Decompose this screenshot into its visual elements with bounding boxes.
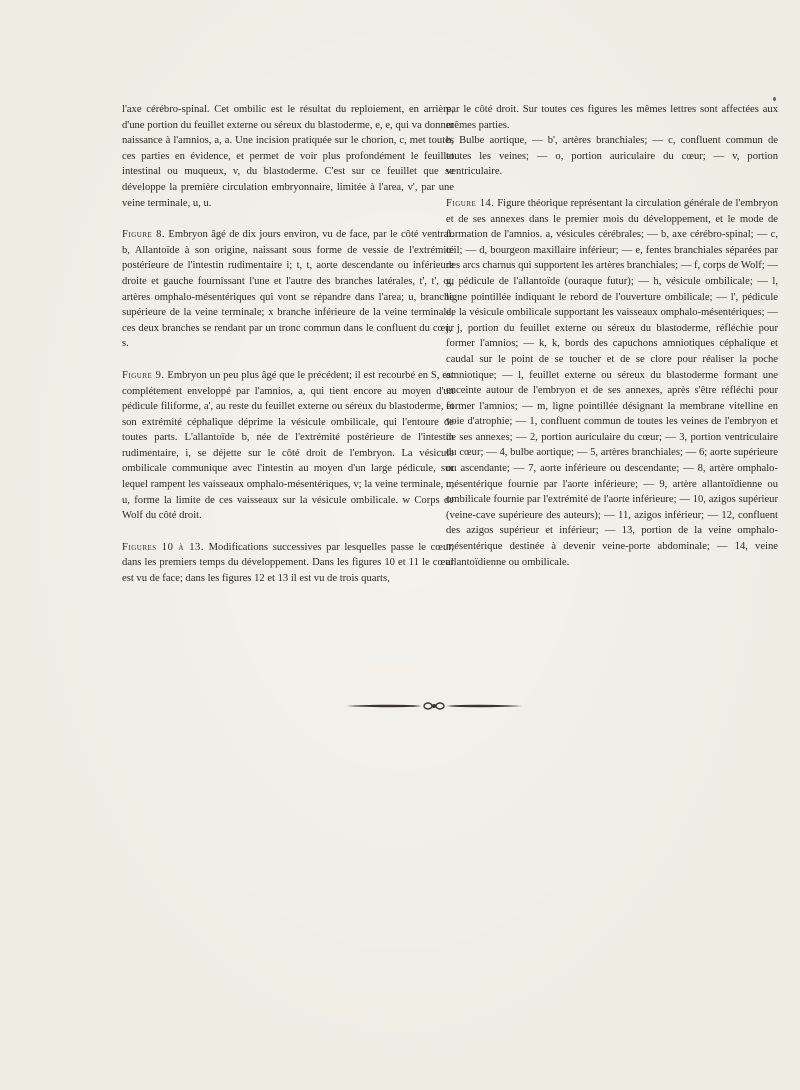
figure-9-paragraph	[122, 368, 454, 524]
paper-speck	[773, 97, 776, 101]
figures-10-13-paragraph	[122, 540, 454, 587]
figure-9-text: Embryon un peu plus âgé que le précédent; il est recourbé en S, est complétement enveloppé par l'amnios, a, qui tient encore au moyen d'un pédicule filiforme, a', au reste du feuillet externe ou séreux du blastoderme, et son extrémité céphalique déprime la vésicule ombilicale, qui l'entoure de toutes parts. L'allantoïde b, née de l'extrémité postérieure de l'intestin rudimentaire, i, se déjette sur le côté droit de l'embryon. La vésicule ombilicale communique avec l'intestin au moyen d'un large pédicule, sur lequel rampent les vaisseaux omphalo-mésentériques, v; la veine terminale, u, u, forme la limite de ces vaisseaux sur la vésicule ombilicale. w Corps de Wolf du côté droit.	[122, 369, 454, 522]
ornamental-divider	[344, 701, 524, 711]
figures-10-13-text: Modifications successives par lesquelles passe le cœur, dans les premiers temps du développement. Dans les figures 10 et 11 le cœur est vu de face; dans les figures 12 et 13 il est vu de trois quarts,	[122, 541, 455, 585]
figure-14-heading: Figure 14.	[446, 197, 495, 209]
figure-9-heading: Figure 9.	[122, 369, 165, 381]
left-column	[122, 102, 454, 587]
figure-14-text: Figure théorique représentant la circulation générale de l'embryon et de ses annexes dans le premier mois du développement, et le mode de formation de l'amnios. a, vésicules cérébrales; — b, axe cérébro-spinal; — c, œil; — d, bourgeon maxillaire inférieur; — e, fentes branchiales séparées par des arcs charnus qui supportent les artères branchiales; — f, corps de Wolf; — g, pédicule de l'allantoïde (ouraque futur); — h, vésicule ombilicale; — l, ligne pointillée indiquant le rebord de l'ouverture ombilicale; — l', pédicule de la vésicule ombilicale supportant les vaisseaux omphalo-mésentériques; — j, j, portion du feuillet externe ou séreux du blastoderme, réfléchie pour former l'amnios; — k, k, bords des capuchons amniotiques céphalique et caudal sur le point de se toucher et de se clore pour réaliser la poche amniotique; — l, feuillet externe ou séreux du blastoderme formant une enceinte autour de l'embryon et de ses annexes, après s'être réfléchi pour former l'amnios; — m, ligne pointillée désignant la membrane vitelline en voie d'atrophie; — 1, confluent commun de toutes les veines de l'embryon et de ses annexes; — 2, portion auriculaire du cœur; — 3, portion ventriculaire du cœur; — 4, bulbe aortique; — 5, artères branchiales; — 6; aorte supérieure ou ascendante; — 7, aorte inférieure ou descendante; — 8, artère omphalo-mésentérique fournie par l'aorte inférieure; — 9, artère allantoïdienne ou ombilicale fournie par l'extrémité de l'aorte inférieure; — 10, azigos supérieur (veine-cave supérieure des auteurs); — 11, azigos inférieur; — 12, confluent des azigos supérieur et inférieur; — 13, portion de la veine omphalo-mésentérique destinée à devenir veine-porte abdominale; — 14, veine allantoïdienne ou ombilicale.	[446, 197, 778, 568]
figure-8-text: Embryon âgé de dix jours environ, vu de face, par le côté ventral. b, Allantoïde à son origine, naissant sous forme de vessie de l'extrémité postérieure de l'intestin rudimentaire i; t, t, aorte descendante ou inférieure droite et gauche fournissant l'une et l'autre des branches latérales, t', t', ou artères omphalo-mésentériques qui vont se répandre dans l'area; u, branche supérieure de la veine terminale; x branche inférieure de la veine terminale; ces deux branches se rendant par un tronc commun dans le confluent du cœur s.	[122, 229, 454, 350]
figures-10-13-heading: Figures 10 à 13.	[122, 541, 204, 553]
figure-8-paragraph	[122, 227, 454, 352]
figure-8-heading: Figure 8.	[122, 229, 166, 241]
left-continuation-paragraph: l'axe cérébro-spinal. Cet ombilic est le résultat du reploiement, en arrière, d'une portion du feuillet externe ou séreux du blastoderme, e, e, qui va donner naissance à l'amnios, a, a. Une incision pratiquée sur le chorion, c, met toutes ces parties en évidence, et permet de voir plus profondément le feuillet intestinal ou muqueux, v, du blastoderme. C'est sur ce feuillet que se développe la première circulation embryonnaire, limitée à l'area, v', par une veine terminale, u, u.	[122, 104, 454, 209]
right-continuation-paragraph: par le côté droit. Sur toutes ces figures les mêmes lettres sont affectées aux mêmes parties.	[446, 104, 778, 131]
figure-14-paragraph	[446, 196, 778, 570]
heart-legend-paragraph: b, Bulbe aortique, — b', artères branchiales; — c, confluent commun de toutes les veines; — o, portion auriculaire du cœur; — v, portion ventriculaire.	[446, 135, 778, 178]
right-column	[446, 102, 778, 570]
